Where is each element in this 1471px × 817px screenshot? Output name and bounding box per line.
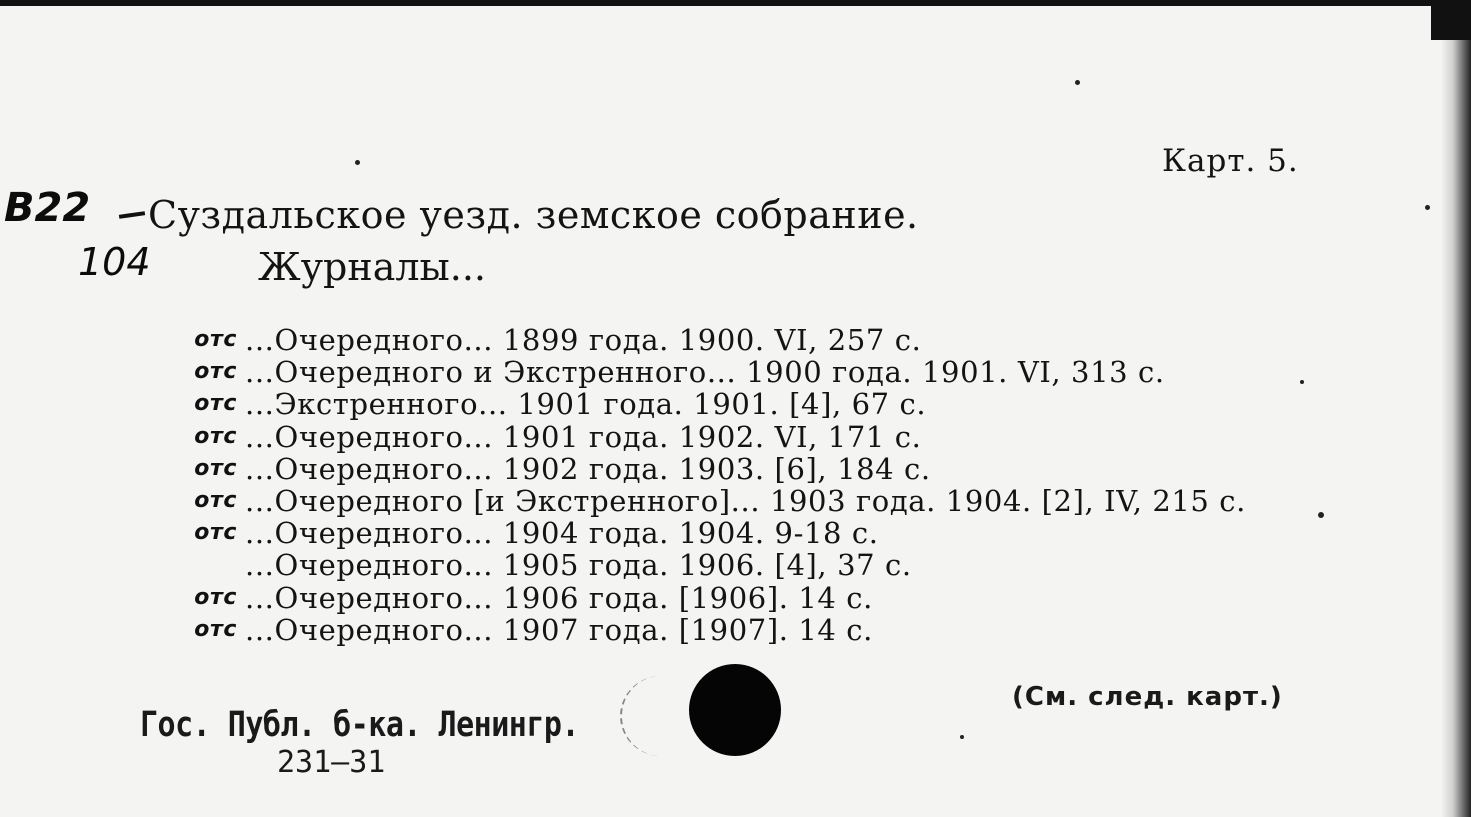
entry-text: ...Очередного... 1905 года. 1906. [4], 37 с. — [245, 548, 912, 583]
scan-corner — [1431, 0, 1471, 40]
entry-mark: отс — [194, 423, 237, 449]
shelfmark-code: B22 — [4, 185, 91, 231]
entry-mark: отс — [194, 391, 237, 417]
entry-mark: отс — [194, 520, 237, 546]
scan-speck — [960, 735, 964, 739]
entry-text: ...Очередного [и Экстренного]... 1903 года. 1904. [2], IV, 215 с. — [245, 483, 1246, 518]
entry-mark: отс — [194, 359, 237, 385]
entry-row — [194, 612, 1246, 647]
entry-row — [194, 483, 1246, 518]
entry-row — [194, 323, 1246, 357]
see-next-card-note: (См. след. карт.) — [1012, 682, 1283, 712]
card-number: Карт. 5. — [1162, 143, 1299, 179]
entry-row — [245, 549, 1246, 581]
library-stamp: Гос. Публ. б-ка. Ленингр. — [140, 705, 580, 746]
shelfmark-number: 104 — [78, 240, 151, 284]
scan-border-right — [1441, 0, 1471, 817]
scan-speck — [355, 160, 360, 165]
entry-row — [194, 387, 1246, 422]
scan-speck — [1075, 80, 1080, 85]
entry-text: ...Очередного... 1907 года. [1907]. 14 с. — [245, 612, 873, 647]
entry-text: ...Очередного... 1904 года. 1904. 9-18 с. — [245, 516, 879, 551]
entry-list — [194, 323, 1246, 647]
entry-mark: отс — [194, 487, 237, 513]
scan-speck — [1425, 205, 1430, 210]
entry-text: ...Экстренного... 1901 года. 1901. [4], 67 с. — [245, 387, 927, 422]
scan-border-top — [0, 0, 1471, 6]
entry-mark: отс — [194, 616, 237, 642]
entry-text: ...Очередного... 1899 года. 1900. VI, 257 с. — [245, 323, 922, 357]
scan-speck — [1300, 380, 1304, 384]
entry-row — [194, 419, 1246, 454]
entry-mark: отс — [194, 584, 237, 610]
entry-row — [194, 580, 1246, 615]
scan-speck — [1318, 512, 1324, 518]
shelfmark-dash — [119, 211, 145, 219]
entry-text: ...Очередного... 1901 года. 1902. VI, 171 с. — [245, 419, 922, 454]
entry-text: ...Очередного... 1902 года. 1903. [6], 184 с. — [245, 451, 931, 486]
entry-text: ...Очередного... 1906 года. [1906]. 14 с. — [245, 580, 873, 615]
entry-text: ...Очередного и Экстренного... 1900 года. 1901. VI, 313 с. — [245, 355, 1165, 390]
punch-hole — [689, 664, 781, 756]
entry-row — [194, 516, 1246, 551]
entry-row — [194, 355, 1246, 390]
stamp-number: 231—31 — [277, 745, 386, 780]
entry-mark: отс — [194, 455, 237, 481]
card-subheading: Журналы... — [258, 245, 486, 289]
entry-row — [194, 451, 1246, 486]
entry-mark: отс — [194, 327, 237, 352]
card-heading: Суздальское уезд. земское собрание. — [148, 193, 919, 237]
